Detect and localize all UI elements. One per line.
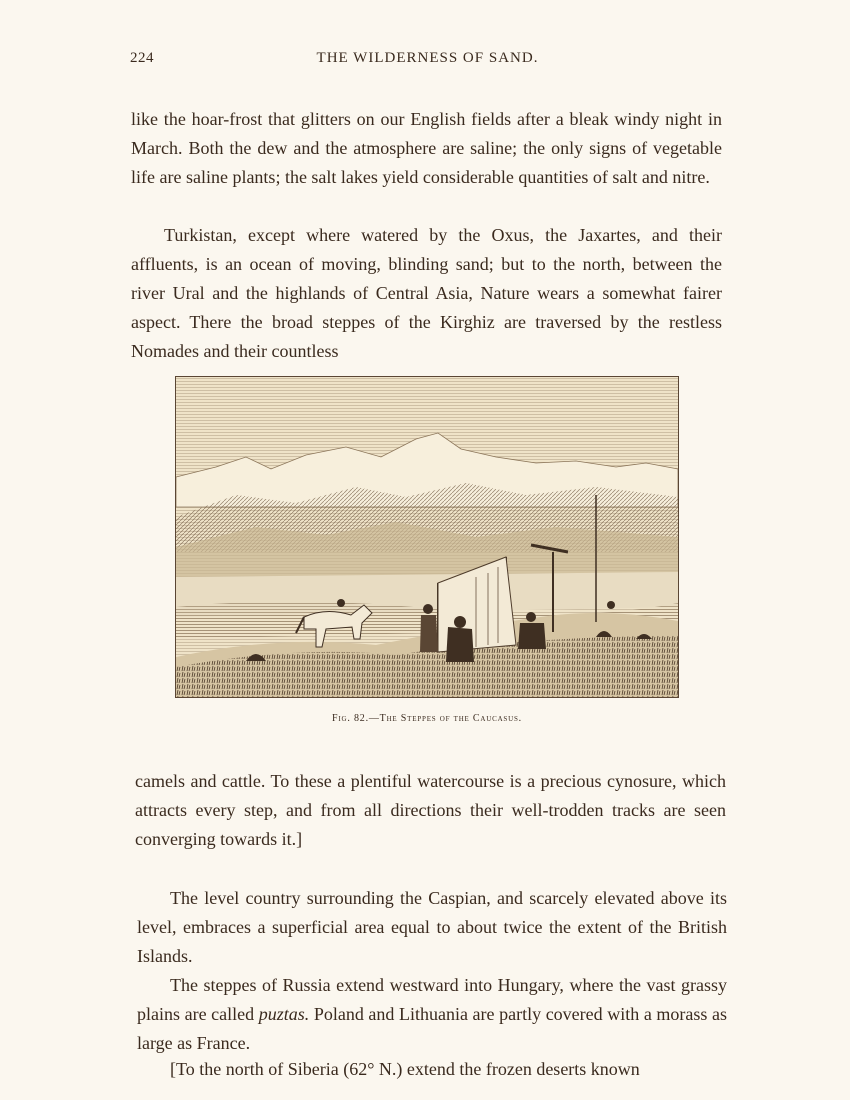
engraving-illustration [176,377,678,697]
engraving-steppes-of-the-caucasus [175,376,679,698]
paragraph-siberia: [To the north of Siberia (62° N.) extend the frozen deserts known [170,1059,640,1079]
running-title: THE WILDERNESS OF SAND. [316,50,539,66]
p5-italic-term: puztas. [258,1004,310,1024]
paragraph-hoar-frost: like the hoar-frost that glitters on our English fields after a bleak windy night in March. Both the dew and the atmosphere are saline; the only signs of vegetable life are saline plants; the salt lakes yield considerable quantities of salt and nitre. [131,109,722,187]
p5-text-after: Poland and Lithuania are partly covered with a morass as large as France. [137,1004,727,1053]
paragraph-caspian: The level country surrounding the Caspian, and scarcely elevated above its level, embraces a superficial area equal to about twice the extent of the British Islands. [137,888,727,966]
running-head [130,50,725,70]
figure-caption: Fig. 82.—The Steppes of the Caucasus. [332,713,522,724]
paragraph-camels: camels and cattle. To these a plentiful watercourse is a precious cynosure, which attracts every step, and from all directions their well-trodden tracks are seen converging towards it.] [135,771,726,849]
paragraph-russia [137,971,727,1058]
page-number: 224 [130,50,154,66]
p5-text-before: The steppes of Russia extend westward into Hungary, where the vast grassy plains are called [137,975,727,1024]
paragraph-turkistan: Turkistan, except where watered by the Oxus, the Jaxartes, and their affluents, is an ocean of moving, blinding sand; but to the north, between the river Ural and the highlands of Central Asia, Nature wears a somewhat fairer aspect. There the broad steppes of the Kirghiz are traversed by the restless Nomades and their countless [131,225,722,361]
